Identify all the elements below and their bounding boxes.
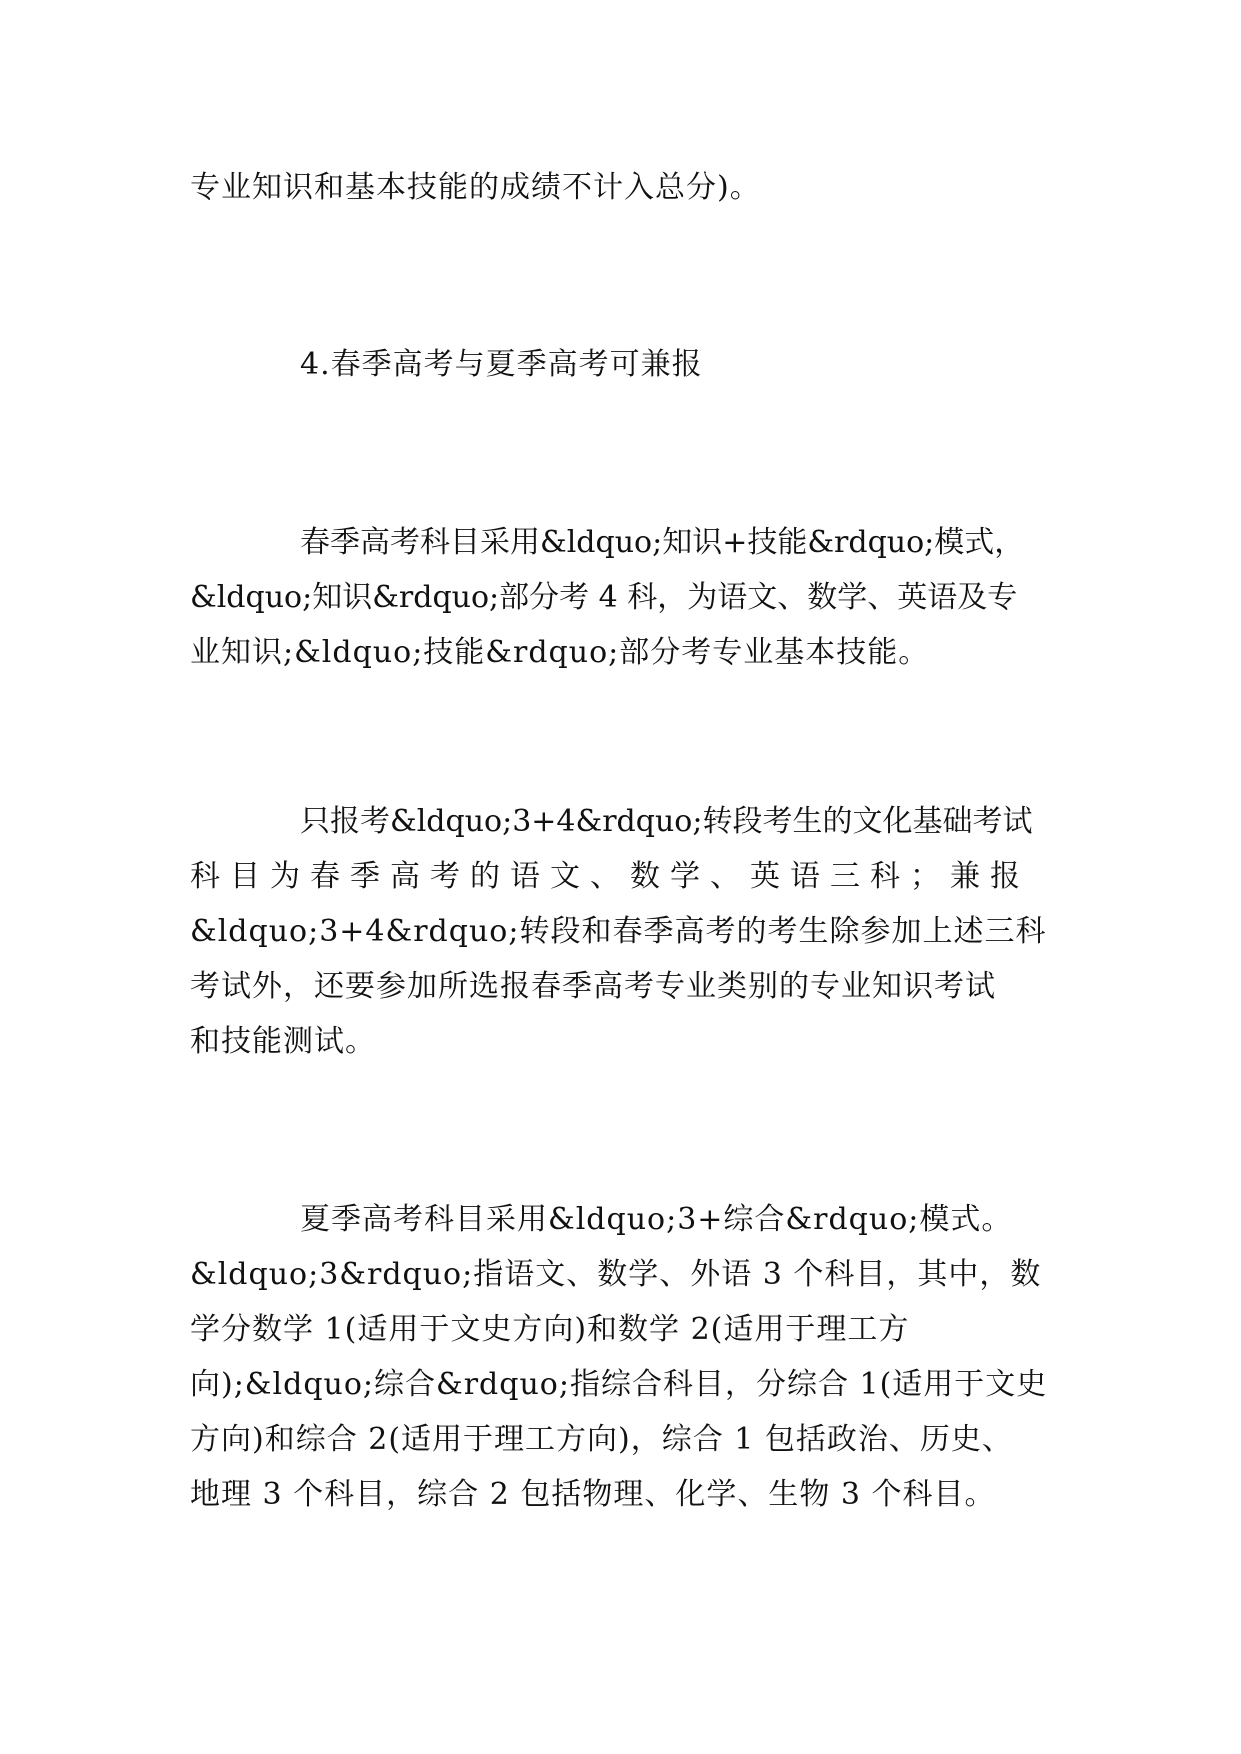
paragraph-text-line: 地理 3 个科目，综合 2 包括物理、化学、生物 3 个科目。 <box>190 1477 996 1512</box>
paragraph-text-line: 考试外，还要参加所选报春季高考专业类别的专业知识考试 <box>190 969 996 1004</box>
paragraph-text-line: &ldquo;3+4&rdquo;转段和春季高考的考生除参加上述三科 <box>190 914 1047 949</box>
paragraph-text-line: 科目为春季高考的语文、数学、英语三科；兼报 <box>190 859 1030 894</box>
paragraph-text-line: &ldquo;知识&rdquo;部分考 4 科，为语文、数学、英语及专 <box>190 580 1018 615</box>
paragraph-text-line: 学分数学 1(适用于文史方向)和数学 2(适用于理工方 <box>190 1312 910 1347</box>
paragraph-text-line: 专业知识和基本技能的成绩不计入总分)。 <box>190 170 761 205</box>
paragraph-text-line: 向);&ldquo;综合&rdquo;指综合科目，分综合 1(适用于文史 <box>190 1367 1048 1402</box>
paragraph-text-line: 只报考&ldquo;3+4&rdquo;转段考生的文化基础考试 <box>300 804 1033 839</box>
paragraph-text-line: 业知识;&ldquo;技能&rdquo;部分考专业基本技能。 <box>190 635 930 670</box>
section-heading: 4.春季高考与夏季高考可兼报 <box>300 347 703 382</box>
paragraph-text-line: 春季高考科目采用&ldquo;知识+技能&rdquo;模式， <box>300 525 1025 560</box>
paragraph-text-line: 和技能测试。 <box>190 1024 376 1059</box>
paragraph-text-line: 方向)和综合 2(适用于理工方向)，综合 1 包括政治、历史、 <box>190 1422 1013 1457</box>
paragraph-text-line: 夏季高考科目采用&ldquo;3+综合&rdquo;模式。 <box>300 1202 1013 1237</box>
paragraph-text-line: &ldquo;3&rdquo;指语文、数学、外语 3 个科目，其中，数 <box>190 1257 1042 1292</box>
